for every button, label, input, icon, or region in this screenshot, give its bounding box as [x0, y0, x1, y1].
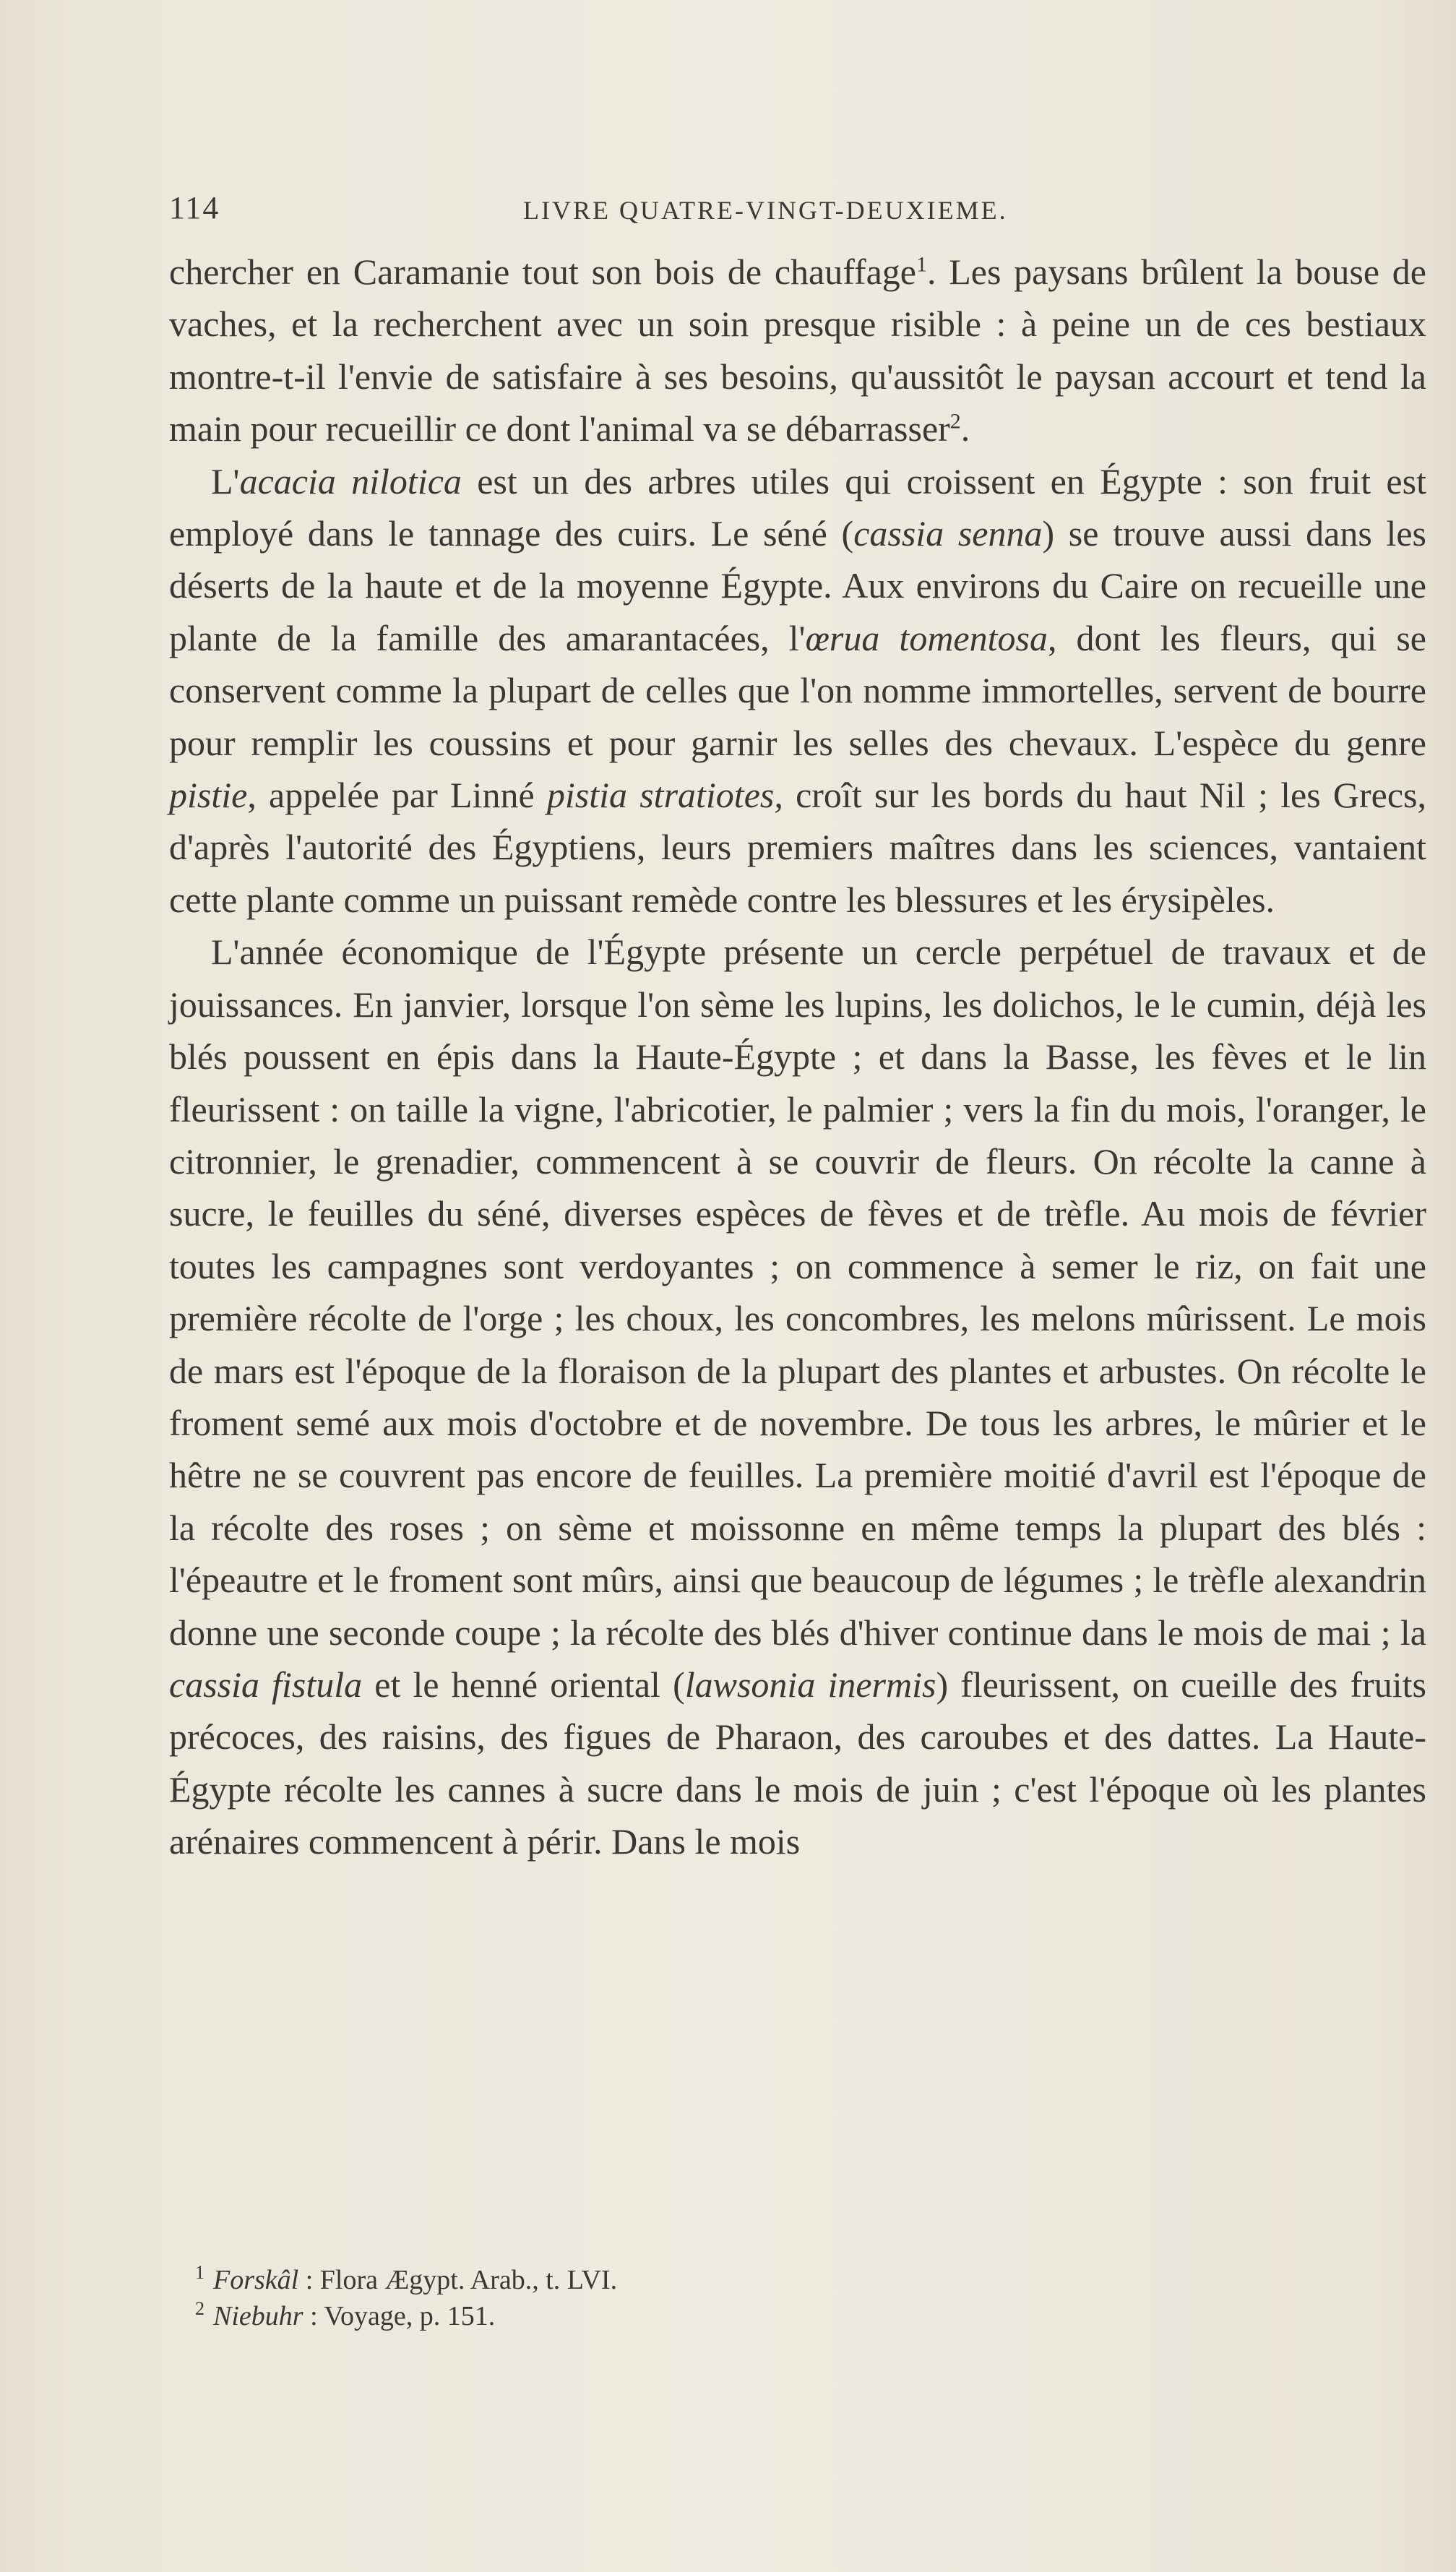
footnote-number: 1: [195, 2262, 204, 2284]
paragraph-1: [169, 246, 1426, 455]
text-run: ) se trouve aussi dans les déserts de la haute et de la moyenne Égypte. Aux environs du Caire on recueille une plante de la famille des amarantacées, l': [169, 513, 1426, 658]
species-name: pistia stratiotes,: [546, 775, 783, 816]
footnote-number: 2: [195, 2298, 204, 2320]
species-name: pistie: [169, 775, 248, 816]
footnote-text: : Flora Ægypt. Arab., t. LVI.: [298, 2265, 618, 2295]
footnote-1: [195, 2262, 1351, 2298]
text-run: et le henné oriental (: [362, 1664, 685, 1705]
text-run: ) fleurissent, on cueille des fruits précoces, des raisins, des figues de Pharaon, des caroubes et des dattes. La Haute-Égypte récolte les cannes à sucre dans le mois de juin ; c'est l'époque où les plantes arénaires commencent à périr. Dans le mois: [169, 1664, 1426, 1862]
species-name: cassia senna: [853, 513, 1043, 554]
text-run: chercher en Caramanie tout son bois de chauffage: [169, 251, 916, 292]
text-run: est un des arbres utiles qui croissent en Égypte : son fruit est employé dans le tannage des cuirs. Le séné (: [169, 460, 1426, 554]
footnotes: [195, 2262, 1351, 2334]
page-number: 114: [169, 190, 220, 225]
paragraph-2: [169, 455, 1426, 926]
footnote-ref-2[interactable]: 2: [949, 409, 961, 434]
species-name: œrua tomentosa: [805, 617, 1048, 658]
footnote-author: Forskâl: [213, 2265, 299, 2295]
text-run: .: [960, 408, 970, 450]
footnote-author: Niebuhr: [213, 2301, 303, 2331]
footnote-ref-1[interactable]: 1: [916, 252, 927, 277]
species-name: cassia fistula: [169, 1664, 363, 1705]
text-run: , dont les fleurs, qui se conservent comme la plupart de celles que l'on nomme immortelles, servent de bourre pour remplir les coussins et pour garnir les selles des chevaux. L'espèce du genre: [169, 617, 1426, 763]
chapter-title: LIVRE QUATRE-VINGT-DEUXIEME.: [523, 196, 1008, 225]
text-run: L': [211, 460, 240, 502]
species-name: lawsonia inermis: [684, 1664, 936, 1705]
paragraph-3: [169, 926, 1426, 1867]
species-name: acacia nilotica: [239, 460, 462, 502]
text-run: , appelée par Linné: [247, 775, 547, 816]
body-text: [169, 246, 1426, 1868]
text-run: . Les paysans brûlent la bouse de vaches, et la recherchent avec un soin presque risible : à peine un de ces bestiaux montre-t-il l'envie de satisfaire à ses besoins, qu'aussitôt le paysan accourt et tend la main pour recueillir ce dont l'animal va se débarrasser: [169, 251, 1427, 450]
footnote-text: : Voyage, p. 151.: [303, 2301, 496, 2331]
text-run: croît sur les bords du haut Nil ; les Grecs, d'après l'autorité des Égyptiens, leurs premiers maîtres dans les sciences, vantaient cette plante comme un puissant remède contre les blessures et les érysipèles.: [169, 775, 1426, 920]
running-head: [169, 189, 1426, 233]
footnote-2: [195, 2298, 1351, 2334]
text-run: L'année économique de l'Égypte présente un cercle perpétuel de travaux et de jouissances. En janvier, lorsque l'on sème les lupins, les dolichos, le le cumin, déjà les blés poussent en épis dans la Haute-Égypte ; et dans la Basse, les fèves et le lin fleurissent : on taille la vigne, l'abricotier, le palmier ; vers la fin du mois, l'oranger, le citronnier, le grenadier, commencent à se couvrir de fleurs. On récolte la canne à sucre, le feuilles du séné, diverses espèces de fèves et de trèfle. Au mois de février toutes les campagnes sont verdoyantes ; on commence à semer le riz, on fait une première récolte de l'orge ; les choux, les concombres, les melons mûrissent. Le mois de mars est l'époque de la floraison de la plupart des plantes et arbustes. On récolte le froment semé aux mois d'octobre et de novembre. De tous les arbres, le mûrier et le hêtre ne se couvrent pas encore de feuilles. La première moitié d'avril est l'époque de la récolte des roses ; on sème et moissonne en même temps la plupart des blés : l'épeautre et le froment sont mûrs, ainsi que beaucoup de légumes ; le trèfle alexandrin donne une seconde coupe ; la récolte des blés d'hiver continue dans le mois de mai ; la: [169, 932, 1426, 1653]
